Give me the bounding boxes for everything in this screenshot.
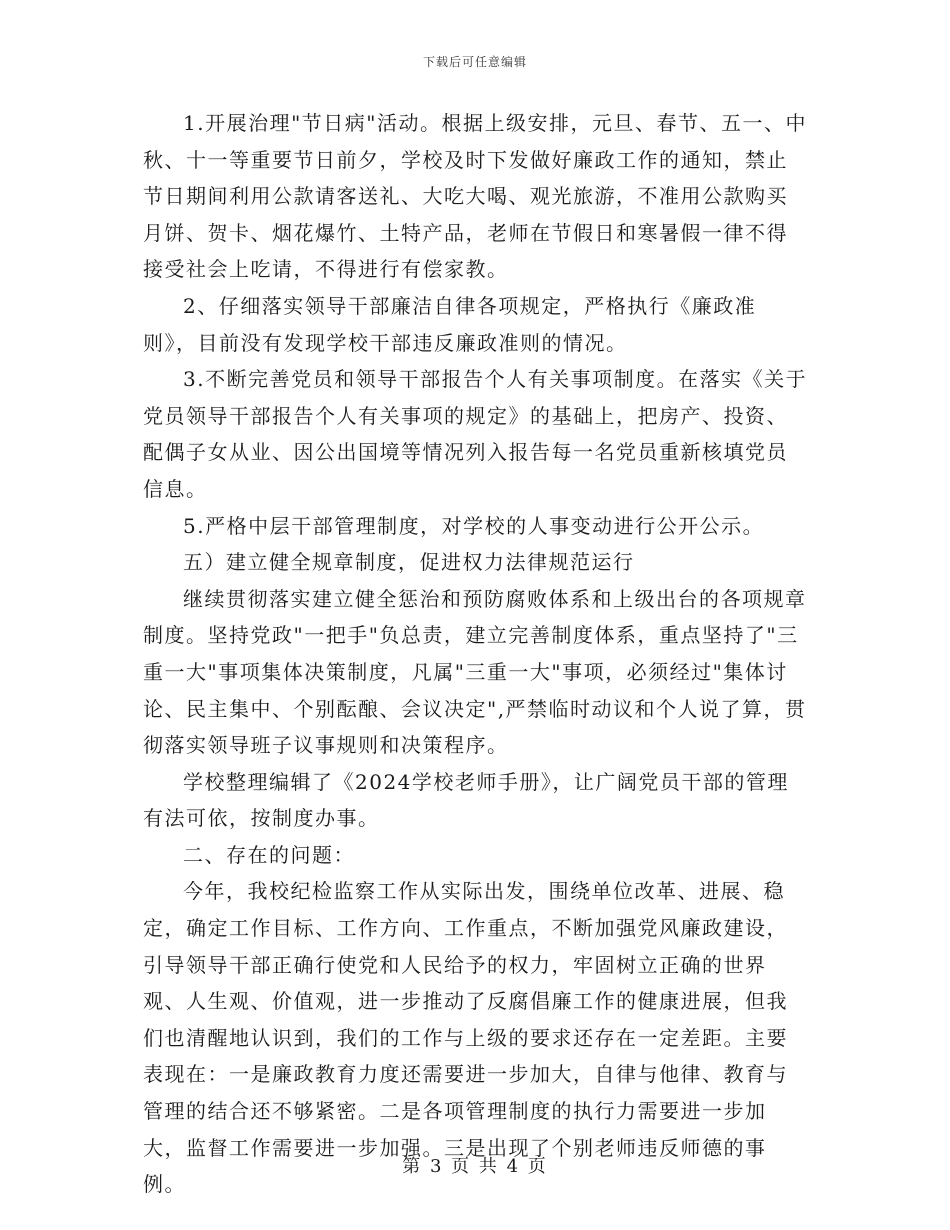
paragraph-rules-implementation: 继续贯彻落实建立健全惩治和预防腐败体系和上级出台的各项规章制度。坚持党政"一把手"负总责，建立完善制度体系，重点坚持了"三重一大"事项集体决策制度，凡属"三重一大"事项，必须经过"集体讨论、民主集中、个别酝酿、会议决定",严禁临时动议和个人说了算，贯彻落实领导班子议事规则和决策程序。	[143, 586, 807, 758]
page-number: 第 3 页 共 4 页	[402, 1156, 548, 1177]
paragraph-self-discipline: 2、仔细落实领导干部廉洁自律各项规定，严格执行《廉政准则》，目前没有发现学校干部违反廉政准则的情况。	[143, 293, 757, 355]
header-note: 下载后可任意编辑	[422, 55, 527, 69]
section-heading-problems: 二、存在的问题：	[183, 842, 355, 867]
paragraph-reporting-system: 3.不断完善党员和领导干部报告个人有关事项制度。在落实《关于党员领导干部报告个人有关事项的规定》的基础上，把房产、投资、配偶子女从业、因公出国境等情况列入报告每一名党员重新核填党员信息。	[143, 367, 808, 501]
paragraph-problems: 今年，我校纪检监察工作从实际出发，围绕单位改革、进展、稳定，确定工作目标、工作方向、工作重点，不断加强党风廉政建设，引导领导干部正确行使党和人民给予的权力，牢固树立正确的世界观、人生观、价值观，进一步推动了反腐倡廉工作的健康进展，但我们也清醒地认识到，我们的工作与上级的要求还存在一定差距。主要表现在：一是廉政教育力度还需要进一步加大，自律与他律、教育与管理的结合还不够紧密。二是各项管理制度的执行力需要进一步加大，监督工作需要进一步加强。三是出现了个别老师违反师德的事例。	[143, 879, 788, 1197]
paragraph-teacher-handbook: 学校整理编辑了《2024学校老师手册》，让广阔党员干部的管理有法可依，按制度办事。	[143, 769, 789, 831]
paragraph-cadre-management: 5.严格中层干部管理制度，对学校的人事变动进行公开公示。	[183, 513, 765, 538]
paragraph-holiday-governance: 1.开展治理"节日病"活动。根据上级安排，元旦、春节、五一、中秋、十一等重要节日前夕，学校及时下发做好廉政工作的通知，禁止节日期间利用公款请客送礼、大吃大喝、观光旅游，不准用公款购买月饼、贺卡、烟花爆竹、土特产品，老师在节假日和寒暑假一律不得接受社会上吃请，不得进行有偿家教。	[143, 111, 807, 282]
section-heading-rules: 五）建立健全规章制度，促进权力法律规范运行	[183, 550, 635, 575]
document-body	[143, 105, 808, 1203]
